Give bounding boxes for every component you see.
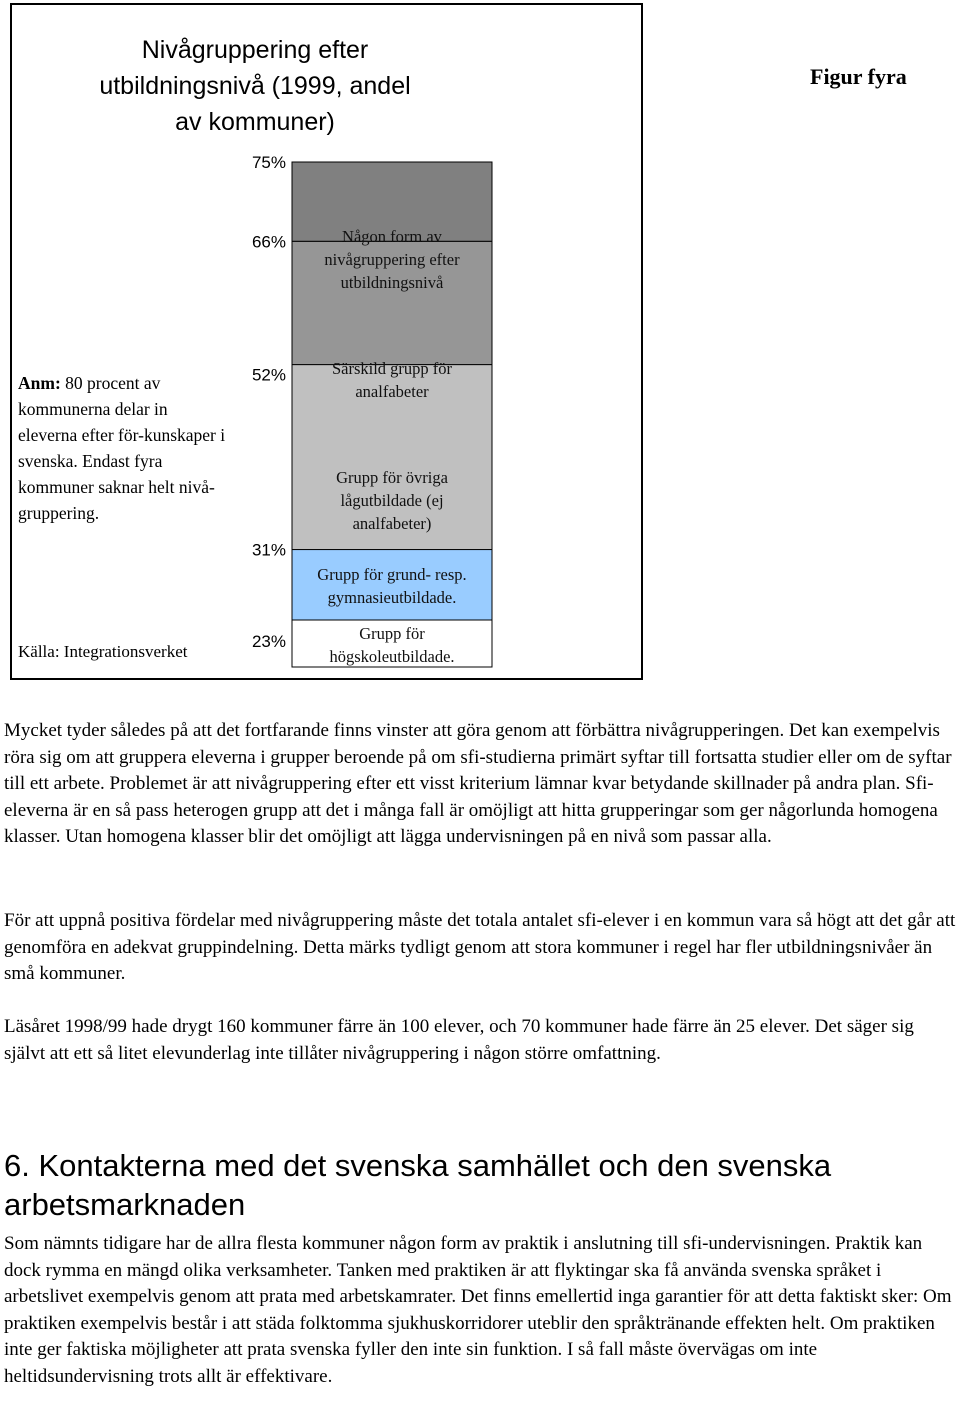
segment-label-4: Särskild grupp för analfabeter [331, 359, 453, 401]
note-prefix: Anm: [18, 373, 61, 393]
paragraph-3: Läsåret 1998/99 hade drygt 160 kommuner färre än 100 elever, och 70 kommuner hade färre än 25 elever. Det säger sig självt att ett så litet elevunderlag inte tillåter nivågruppering i någon större omfattning. [4, 1016, 914, 1064]
segment-label-1: Grupp för högskoleutbildade. [329, 624, 455, 666]
section-body: Som nämnts tidigare har de allra flesta kommuner någon form av praktik i anslutning till sfi-undervisningen. Praktik kan dock rymma en mängd olika verksamheter. Tanken med praktiken är att flyktingar ska få använda svenska språket i arbetslivet exempelvis genom att prata med arbetskamrater. Det finns emellertid inga garantier för att detta faktiskt sker: Om praktiken exempelvis består i att städa folktomma sjukhuskorridorer uteblir den språktränande effekten helt. Om praktiken inte ger faktiska möjligheter att prata svenska fyller den inte sin funktion. I så fall måste övervägas om inte heltidsundervisning trots allt är effektivare. [4, 1233, 952, 1387]
figure-source: Källa: Integrationsverket [18, 642, 188, 661]
paragraph-2: För att uppnå positiva fördelar med nivågruppering måste det totala antalet sfi-elever i en kommun vara så högt att det går att genomföra en adekvat gruppindelning. Detta märks tydligt genom att stora kommuner i regel har fler utbildningsnivåer än små kommuner. [4, 910, 956, 984]
chart-title: Nivågruppering efter utbildningsnivå (1999, andel av kommuner) [99, 36, 411, 136]
note-text: 80 procent av kommunerna delar in eleverna efter för-kunskaper i svenska. Endast fyra kommuner saknar helt nivå-gruppering. [18, 373, 226, 523]
value-label-2: 31% [251, 540, 286, 560]
figure-label: Figur fyra [810, 64, 907, 89]
value-label-5: 75% [251, 153, 286, 172]
value-label-3: 52% [251, 365, 286, 385]
paragraph-1: Mycket tyder således på att det fortfarande finns vinster att göra genom att förbättra nivågrupperingen. Det kan exempelvis röra sig om att gruppera eleverna i grupper beroende på om sfi-studierna primärt syftar till fortsatta studier eller om de syftar till ett arbete. Problemet är att nivågruppering efter ett visst kriterium lämnar kvar betydande skillnader på andra plan. Sfi-eleverna är en så pass heterogen grupp att det i många fall är omöjligt att hitta grupperingar som ger någorlunda homogena klasser. Utan homogena klasser blir det omöjligt att lägga undervisningen på en nivå som passar alla. [4, 720, 952, 847]
value-label-1: 23% [251, 632, 286, 651]
segment-label-2: Grupp för grund- resp. gymnasieutbildade. [317, 565, 467, 607]
segment-label-3: Grupp för övriga lågutbildade (ej analfabeter) [336, 468, 448, 533]
value-label-4: 66% [251, 232, 286, 252]
section-heading: 6. Kontakterna med det svenska samhället och den svenska arbetsmarknaden [4, 1148, 832, 1222]
segment-label-5: Någon form av nivågruppering efter utbildningsnivå [324, 227, 460, 292]
